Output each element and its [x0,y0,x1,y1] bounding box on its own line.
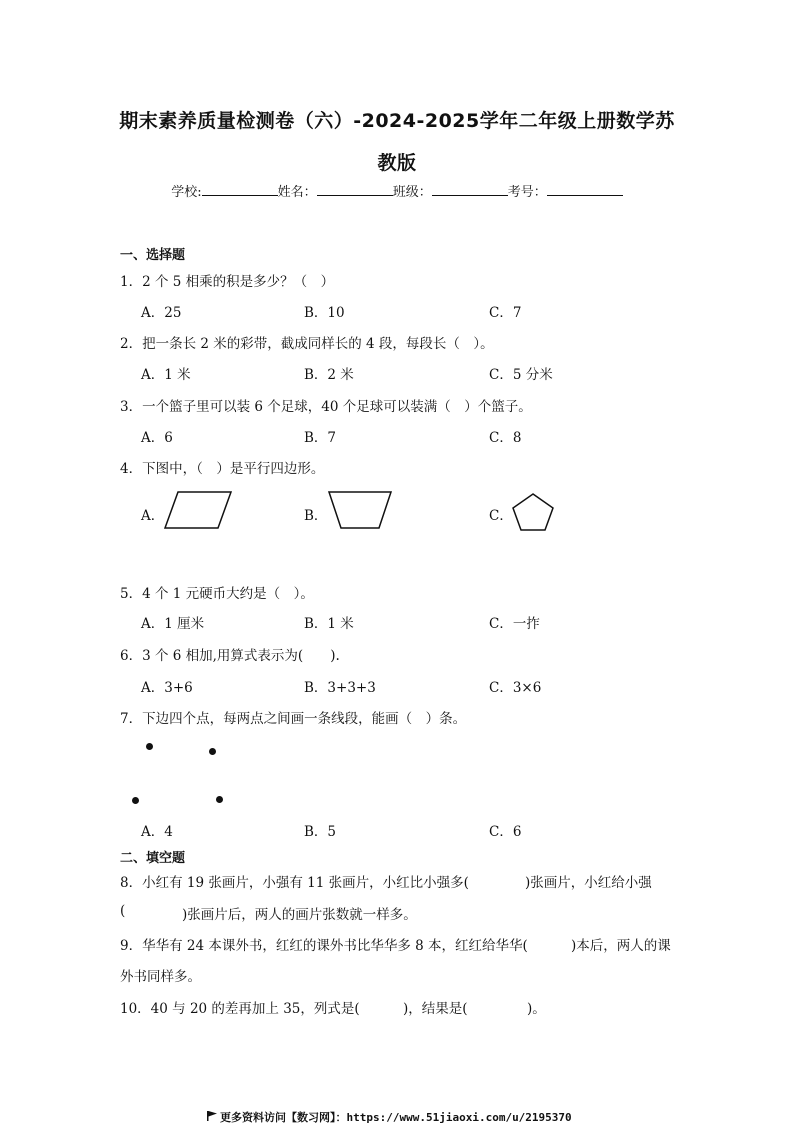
q9-line1-start: 9．华华有 24 本课外书，红红的课外书比华华多 8 本，红红给华华( [120,938,528,954]
question-4: 4．下图中，（ ）是平行四边形。 [120,461,325,477]
q4-option-b[interactable]: B． [304,508,328,524]
q10-start: 10．40 与 20 的差再加上 35，列式是( [120,1001,360,1017]
q1-option-a[interactable]: A．25 [141,305,182,321]
q8-line1-end: )张画片，小红给小强 [525,875,652,891]
pentagon-shape [511,492,555,532]
question-6: 6．3 个 6 相加,用算式表示为( ). [120,648,340,664]
q5-option-c[interactable]: C．一拃 [489,616,540,632]
q6-option-c[interactable]: C．3×6 [489,680,542,696]
name-blank[interactable] [317,183,393,196]
q9-line1-end: )本后，两人的课 [571,938,671,954]
q4-option-c[interactable]: C． [489,508,513,524]
point-dot [209,748,216,755]
q7-option-c[interactable]: C．6 [489,824,522,840]
question-3: 3．一个篮子里可以装 6 个足球，40 个足球可以装满（ ）个篮子。 [120,399,532,415]
question-2: 2．把一条长 2 米的彩带，截成同样长的 4 段，每段长（ ）。 [120,336,494,352]
q3-option-b[interactable]: B．7 [304,430,337,446]
school-blank[interactable] [202,183,278,196]
q8-line1-start: 8．小红有 19 张画片，小强有 11 张画片，小红比小强多( [120,875,469,891]
q4-option-a[interactable]: A． [141,508,165,524]
question-7: 7．下边四个点，每两点之间画一条线段，能画（ ）条。 [120,711,467,727]
q5-option-b[interactable]: B．1 米 [304,616,354,632]
q5-option-a[interactable]: A．1 厘米 [141,616,205,632]
q2-option-c[interactable]: C．5 分米 [489,367,553,383]
q8-line2-start: ( [120,903,126,919]
school-label: 学校: [171,185,202,200]
q6-option-b[interactable]: B．3+3+3 [304,680,376,696]
q6-option-a[interactable]: A．3+6 [141,680,193,696]
trapezoid-shape [327,490,393,530]
q2-option-a[interactable]: A．1 米 [141,367,191,383]
q8-line2-end: )张画片后，两人的画片张数就一样多。 [182,907,417,923]
q7-option-b[interactable]: B．5 [304,824,337,840]
name-label: 姓名： [277,185,317,200]
question-1: 1．2 个 5 相乘的积是多少？（ ） [120,274,335,290]
q10-middle: )，结果是( [403,1001,468,1017]
section-fill-heading: 二、填空题 [120,851,186,866]
footer-link[interactable]: 更多资料访问【数习网】：https://www.51jiaoxi.com/u/2195370 [220,1111,572,1124]
point-dot [146,743,153,750]
class-blank[interactable] [432,183,508,196]
flag-icon [206,1110,218,1122]
q2-option-b[interactable]: B．2 米 [304,367,354,383]
page-title-line2: 教版 [377,152,417,174]
point-dot [132,797,139,804]
section-choice-heading: 一、选择题 [120,248,186,263]
q1-option-b[interactable]: B．10 [304,305,345,321]
q10-end: )。 [527,1001,546,1017]
exam-no-label: 考号： [507,185,547,200]
page-title: 期末素养质量检测卷（六）-2024-2025学年二年级上册数学苏 [119,110,675,132]
parallelogram-shape [163,490,233,530]
exam-no-blank[interactable] [547,183,623,196]
student-info [0,181,794,200]
point-dot [216,796,223,803]
q3-option-a[interactable]: A．6 [141,430,173,446]
q1-option-c[interactable]: C．7 [489,305,522,321]
question-5: 5．4 个 1 元硬币大约是（ ）。 [120,586,314,602]
class-label: 班级： [392,185,432,200]
q7-option-a[interactable]: A．4 [141,824,173,840]
q9-line2: 外书同样多。 [120,969,201,985]
q3-option-c[interactable]: C．8 [489,430,522,446]
